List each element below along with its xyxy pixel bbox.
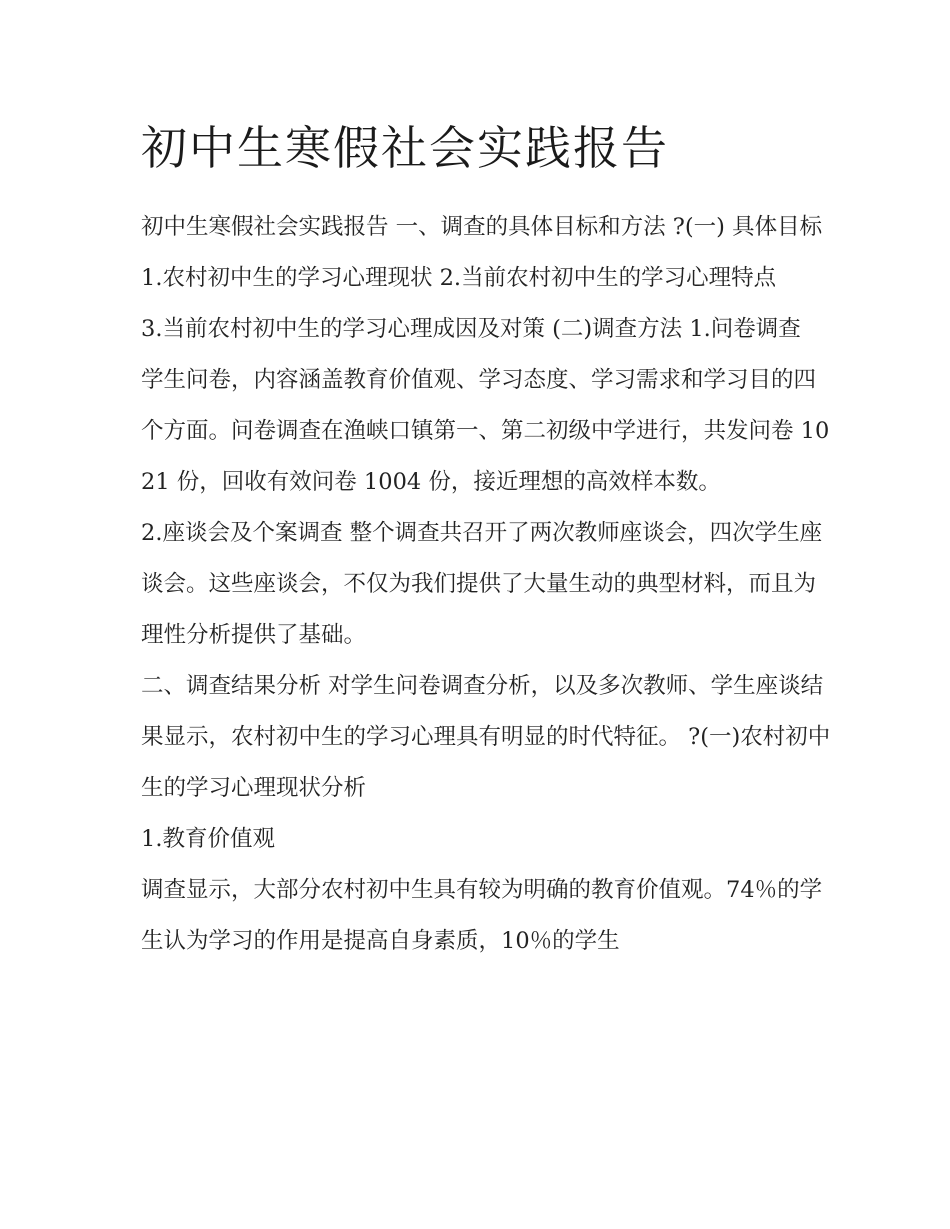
paragraph-education-values: 调查显示，大部分农村初中生具有较为明确的教育价值观。74％的学生认为学习的作用是提高自身素质，10％的学生 — [141, 877, 823, 954]
paragraph-results-analysis: 二、调查结果分析 对学生问卷调查分析，以及多次教师、学生座谈结果显示，农村初中生的学习心理具有明显的时代特征。 ?(一)农村初中生的学习心理现状分析 — [141, 673, 831, 801]
document-body — [141, 202, 831, 967]
paragraph-questionnaire: 学生问卷，内容涵盖教育价值观、学习态度、学习需求和学习目的四个方面。问卷调查在渔峡口镇第一、第二初级中学进行，共发问卷 1021 份，回收有效问卷 1004 份，接近理想的高效样本数。 — [141, 367, 830, 495]
paragraph-survey-goals: 初中生寒假社会实践报告 一、调查的具体目标和方法 ?(一) 具体目标 1.农村初中生的学习心理现状 2.当前农村初中生的学习心理特点 — [141, 214, 823, 291]
document-content — [141, 112, 831, 967]
paragraph-education-values-heading: 1.教育价值观 — [141, 826, 275, 852]
document-title: 初中生寒假社会实践报告 — [141, 121, 669, 175]
paragraph-forums: 2.座谈会及个案调查 整个调查共召开了两次教师座谈会，四次学生座谈会。这些座谈会，不仅为我们提供了大量生动的典型材料，而且为理性分析提供了基础。 — [141, 520, 823, 648]
paragraph-survey-methods: 3.当前农村初中生的学习心理成因及对策 (二)调查方法 1.问卷调查 — [141, 316, 801, 342]
